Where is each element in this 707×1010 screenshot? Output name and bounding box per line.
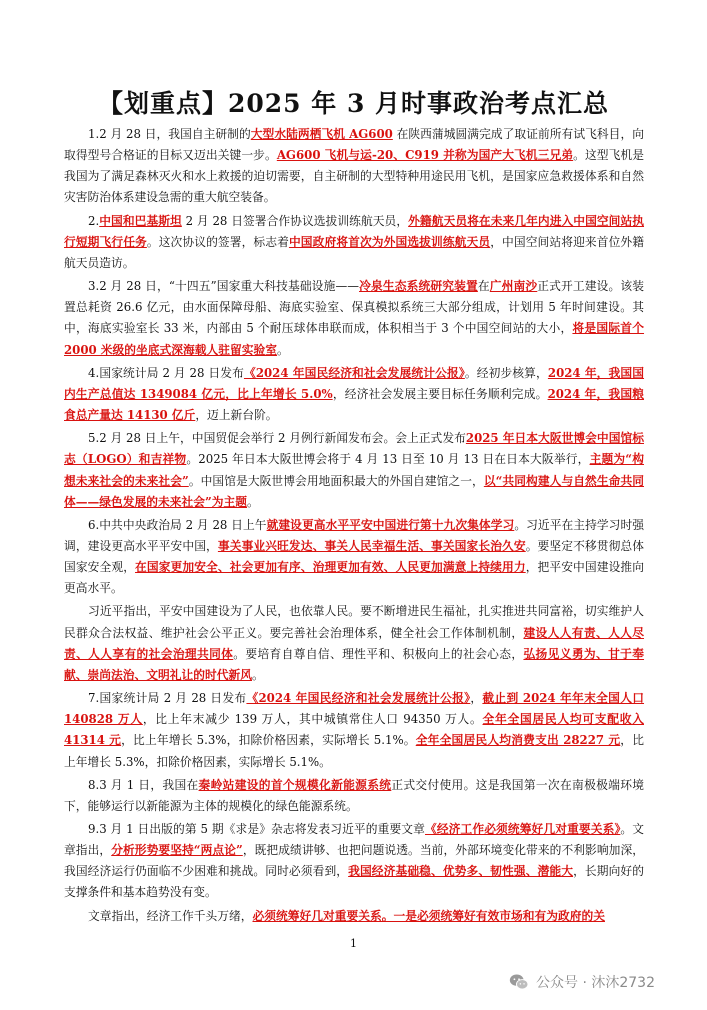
key-point-highlight: 建设人人有责、人人尽责、人人享有的社会治理共同体 — [64, 625, 645, 661]
key-point-highlight: 中国政府将首次为外国选拔训练航天员 — [288, 234, 491, 249]
key-point-highlight: 《2024 年国民经济和社会发展统计公报》 — [243, 365, 465, 380]
paragraph-text: 6.中共中央政治局 2 月 28 日上午 — [88, 517, 267, 532]
key-point-highlight: 《2024 年国民经济和社会发展统计公报》 — [246, 691, 471, 706]
paragraph-text: 。这次协议的签署，标志着 — [146, 234, 289, 249]
paragraph-text: 。习近平在主持学习时强调，建设更高水平平安中国， — [64, 517, 645, 553]
key-point-highlight: 就建设更高水平平安中国进行第十九次集体学习 — [266, 517, 515, 532]
paragraph — [64, 428, 644, 513]
key-point-highlight: 冷泉生态系统研究装置 — [359, 279, 478, 294]
paragraph-text: ，迈上新台阶。 — [195, 408, 278, 423]
paragraph-text: 9.3 月 1 日出版的第 5 期《求是》杂志将发表习近平的重要文章 — [88, 822, 425, 836]
key-point-highlight: 将是国际首个 2000 米级的坐底式深海载人驻留实验室 — [64, 321, 645, 357]
paragraph-text: 。经初步核算， — [464, 365, 548, 380]
key-point-highlight: 以“共同构建人与自然生命共同体——绿色发展的未来社会”为主题 — [64, 473, 644, 509]
key-point-highlight: 主题为“构想未来社会的未来社会” — [64, 452, 644, 488]
paragraph-text: 。 — [252, 667, 264, 682]
paragraph — [64, 124, 644, 209]
key-point-highlight: 2024 年，我国粮食总产量达 14130 亿斤 — [64, 386, 645, 423]
key-point-highlight: 我国经济基础稳、优势多、韧性强、潜能大 — [348, 864, 574, 879]
article-body — [64, 124, 644, 929]
paragraph-text: 正式开工建设。该装置总耗资 26.6 亿元，由水面保障母船、海底实验室、保真模拟系统三大部分组成，计划用 5 年时间建设。其中，海底实验室长 33 米，内部由 5 个耐压球体串联而成，体积相当于 3 个中国空间站的大小， — [64, 279, 645, 336]
page-number: 1 — [350, 937, 357, 950]
key-point-highlight: AG600 飞机与运-20、C919 并称为国产大飞机三兄弟 — [276, 148, 574, 163]
key-point-highlight: 2025 年日本大阪世博会中国馆标志（LOGO）和吉祥物 — [64, 431, 644, 467]
paragraph-text: ，中国空间站将迎来首位外籍航天员造访。 — [64, 234, 645, 270]
key-point-highlight: 分析形势要坚持“两点论” — [111, 843, 243, 858]
paragraph-text: ，比上年增长 5.3%，扣除价格因素，实际增长 5.1%。 — [64, 733, 644, 769]
paragraph-text: 。要坚定不移贯彻总体国家安全观， — [64, 538, 645, 575]
paragraph-text: 。 — [247, 494, 259, 509]
paragraph — [64, 211, 644, 274]
key-point-highlight: 事关事业兴旺发达、事关人民幸福生活、事关国家长治久安 — [217, 538, 526, 553]
paragraph — [64, 906, 644, 927]
paragraph-text: ，长期向好的支撑条件和基本趋势没有变。 — [64, 864, 645, 900]
key-point-highlight: 必须统筹好几对重要关系。一是必须统筹好有效市场和有为政府的关 — [252, 908, 605, 923]
paragraph-text: 。2025 年日本大阪世博会将于 4 月 13 日至 10 月 13 日在日本大阪举行， — [186, 452, 590, 467]
key-point-highlight: 全年全国居民人均消费支出 28227 元 — [415, 733, 621, 748]
paragraph-text: 。要培育自尊自信、理性平和、积极向上的社会心态， — [233, 646, 524, 661]
key-point-highlight: 《经济工作必须统筹好几对重要关系》 — [424, 822, 621, 836]
paragraph-text: ，把平安中国建设推向更高水平。 — [64, 560, 645, 596]
key-point-highlight: 秦岭站建设的首个规模化新能源系统 — [198, 777, 392, 792]
paragraph-text: 2. — [88, 213, 100, 228]
paragraph — [64, 775, 644, 817]
paragraph — [64, 363, 644, 426]
key-point-highlight: 外籍航天员将在未来几年内进入中国空间站执行短期飞行任务 — [64, 213, 645, 249]
paragraph-text: 文章指出，经济工作千头万绪， — [88, 908, 253, 923]
watermark-text: 公众号 · 沐沐2732 — [536, 975, 655, 991]
paragraph-text: 。文章指出， — [64, 822, 645, 858]
paragraph-text: 习近平指出，平安中国建设为了人民，也依靠人民。要不断增进民生福祉，扎实推进共同富裕，切实维护人民群众合法权益、维护社会公平正义。要完善社会治理体系，健全社会工作体制机制， — [64, 604, 644, 640]
paragraph — [64, 601, 644, 686]
key-point-highlight: 广州南沙 — [489, 279, 538, 294]
key-point-highlight: 2024 年，我国国内生产总值达 1349084 亿元，比上年增长 5.0% — [64, 365, 645, 401]
paragraph-text: 2 月 28 日签署合作协议选拔训练航天员， — [181, 213, 409, 228]
paragraph-text: 5.2 月 28 日上午，中国贸促会举行 2 月例行新闻发布会。会上正式发布 — [88, 431, 466, 446]
key-point-highlight: 弘扬见义勇为、甘于奉献、崇尚法治、文明礼让的时代新风 — [64, 646, 645, 682]
paragraph-text: 正式交付使用。这是我国第一次在南极极端环境下，能够运行以新能源为主体的规模化的绿色能源系统。 — [64, 777, 645, 813]
paragraph — [64, 515, 644, 600]
paragraph-text: 7.国家统计局 2 月 28 日发布 — [88, 691, 247, 706]
wechat-watermark — [508, 970, 655, 994]
paragraph — [64, 688, 644, 773]
paragraph-text: 在陕西蒲城圆满完成了取证前所有试飞科目，向取得型号合格证的目标又迈出关键一步。 — [64, 127, 644, 163]
wechat-icon — [508, 971, 530, 993]
key-point-highlight: 大型水陆两栖飞机 AG600 — [250, 127, 393, 141]
paragraph-text: ，既把成绩讲够、也把问题说透。当前，外部环境变化带来的不利影响加深，我国经济运行仍面临不少困难和挑战。同时必须看到， — [64, 843, 644, 879]
paragraph-text: 在 — [477, 279, 490, 294]
key-point-highlight: 全年全国居民人均可支配收入 41314 元 — [64, 712, 644, 748]
key-point-highlight: 截止到 2024 年年末全国人口 140828 万人 — [64, 691, 645, 727]
paragraph-text: ，比上年末减少 139 万人，其中城镇常住人口 94350 万人。 — [142, 712, 483, 727]
paragraph-text: 8.3 月 1 日，我国在 — [88, 777, 199, 792]
paragraph-text: ， — [470, 691, 483, 706]
paragraph-text: 1.2 月 28 日，我国自主研制的 — [88, 127, 251, 141]
paragraph — [64, 819, 644, 904]
paragraph-text: ，经济社会发展主要目标任务顺利完成。 — [332, 386, 548, 401]
key-point-highlight: 在国家更加安全、社会更加有序、治理更加有效、人民更加满意上持续用力 — [135, 560, 526, 575]
paragraph-text: 。 — [277, 342, 289, 357]
paragraph-text: 。这型飞机是我国为了满足森林灭火和水上救援的迫切需要，自主研制的大型特种用途民用飞机，是国家应急救援体系和自然灾害防治体系建设急需的重大航空装备。 — [64, 148, 645, 205]
paragraph — [64, 276, 644, 361]
paragraph-text: ，比上年增长 5.3%，扣除价格因素，实际增长 5.1%。 — [121, 733, 416, 748]
paragraph-text: 3.2 月 28 日，“十四五”国家重大科技基础设施—— — [88, 279, 359, 294]
page-title: 【划重点】2025 年 3 月时事政治考点汇总 — [97, 89, 610, 118]
paragraph-text: 。中国馆是大阪世博会用地面积最大的外国自建馆之一， — [188, 473, 484, 488]
key-point-highlight: 中国和巴基斯坦 — [99, 213, 182, 228]
paragraph-text: 4.国家统计局 2 月 28 日发布 — [88, 365, 244, 380]
